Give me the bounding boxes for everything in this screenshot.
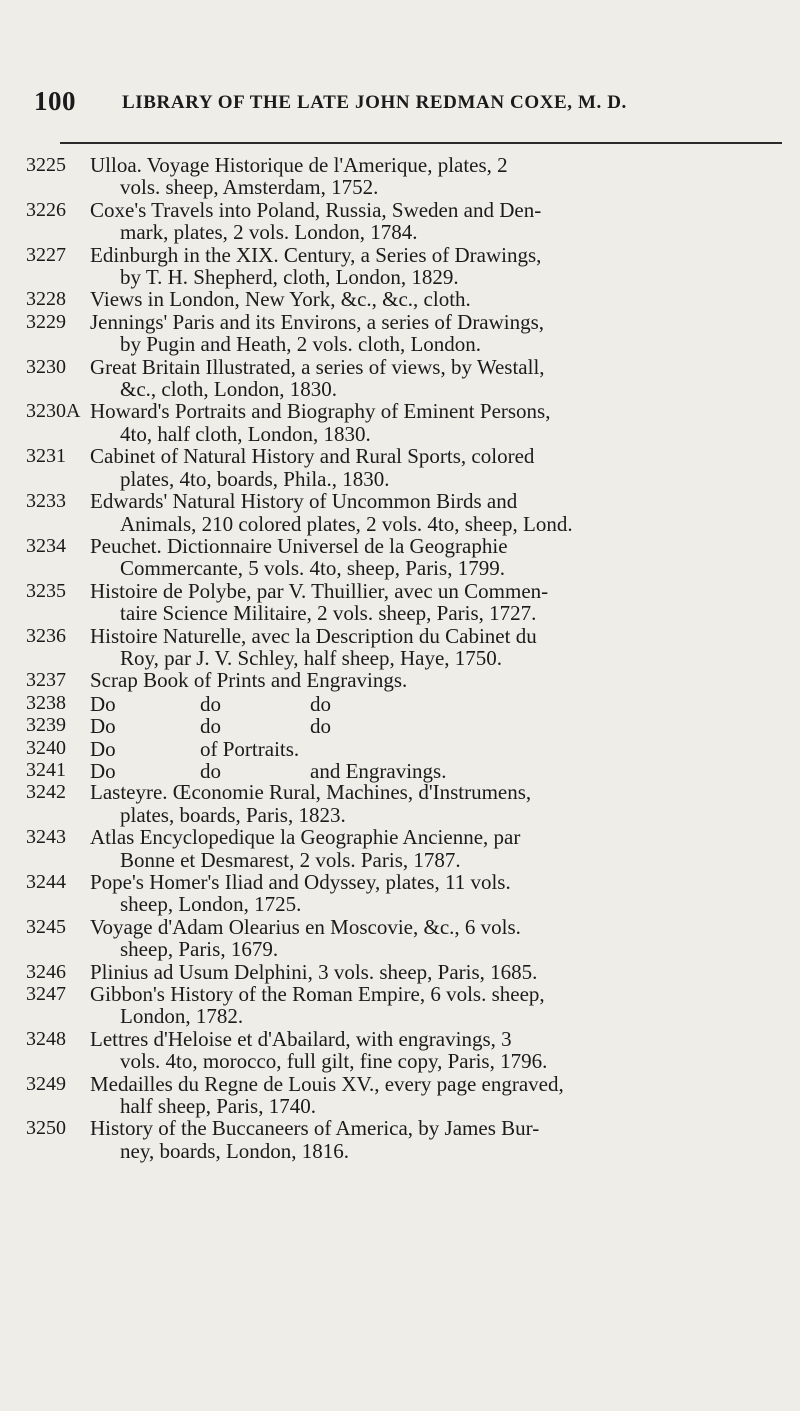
entry-continuation-line: sheep, London, 1725. [120, 892, 302, 917]
ditto-cell: do [310, 691, 331, 716]
ditto-row [0, 759, 800, 781]
ditto-cell: do [200, 714, 221, 739]
lot-number: 3239 [26, 714, 66, 737]
ditto-cell: Do [90, 736, 116, 761]
entry-title-line: History of the Buccaneers of America, by James Bur- [90, 1116, 540, 1141]
catalogue-entry [0, 961, 800, 983]
entry-title-line: Histoire Naturelle, avec la Description du Cabinet du [90, 623, 537, 648]
entry-continuation-line: ney, boards, London, 1816. [120, 1138, 350, 1163]
entry-continuation-line: by Pugin and Heath, 2 vols. cloth, London. [120, 332, 482, 357]
lot-number: 3230A [26, 400, 81, 423]
lot-number: 3240 [26, 736, 66, 759]
catalogue-entry [0, 781, 800, 826]
lot-number: 3227 [26, 243, 66, 266]
catalogue-entry [0, 356, 800, 401]
catalogue-entry [0, 625, 800, 670]
entry-continuation-line: vols. sheep, Amsterdam, 1752. [120, 175, 379, 200]
entry-title-line: Great Britain Illustrated, a series of views, by Westall, [90, 354, 545, 379]
catalogue-entry [0, 983, 800, 1028]
lot-number: 3228 [26, 288, 66, 311]
entry-title-line: Atlas Encyclopedique la Geographie Ancienne, par [90, 825, 521, 850]
entry-continuation-line: Commercante, 5 vols. 4to, sheep, Paris, 1799. [120, 556, 505, 581]
entry-title-line: Lasteyre. Œconomie Rural, Machines, d'Instrumens, [90, 780, 532, 805]
entry-continuation-line: Animals, 210 colored plates, 2 vols. 4to, sheep, Lond. [120, 511, 573, 536]
ditto-cell: Do [90, 758, 116, 783]
lot-number: 3229 [26, 310, 66, 333]
ditto-cell: and Engravings. [310, 758, 447, 783]
entry-title-line: Voyage d'Adam Olearius en Moscovie, &c., 6 vols. [90, 914, 521, 939]
entry-title-line: Jennings' Paris and its Environs, a series of Drawings, [90, 309, 545, 334]
running-head: LIBRARY OF THE LATE JOHN REDMAN COXE, M. D. [122, 92, 627, 113]
catalogue-entry [0, 916, 800, 961]
lot-number: 3250 [26, 1117, 66, 1140]
catalogue-entry [0, 199, 800, 244]
lot-number: 3242 [26, 781, 66, 804]
ditto-cell: Do [90, 691, 116, 716]
page-number: 100 [34, 86, 76, 116]
ditto-row [0, 737, 800, 759]
entry-continuation-line: Roy, par J. V. Schley, half sheep, Haye, 1750. [120, 645, 503, 670]
catalogue-entry [0, 311, 800, 356]
entry-title-line: Coxe's Travels into Poland, Russia, Sweden and Den- [90, 197, 542, 222]
catalogue-entry [0, 154, 800, 199]
entry-continuation-line: plates, boards, Paris, 1823. [120, 802, 346, 827]
entry-title-line: Edwards' Natural History of Uncommon Birds and [90, 489, 518, 514]
catalogue-entry [0, 826, 800, 871]
catalogue-entry [0, 445, 800, 490]
ditto-cell: do [200, 691, 221, 716]
entry-title-line: Lettres d'Heloise et d'Abailard, with engravings, 3 [90, 1026, 512, 1051]
catalogue-entry [0, 490, 800, 535]
entry-title-line: Histoire de Polybe, par V. Thuillier, avec un Commen- [90, 578, 549, 603]
lot-number: 3243 [26, 826, 66, 849]
entry-continuation-line: mark, plates, 2 vols. London, 1784. [120, 220, 418, 245]
lot-number: 3249 [26, 1072, 66, 1095]
entry-title-line: Pope's Homer's Iliad and Odyssey, plates, 11 vols. [90, 869, 511, 894]
entry-continuation-line: taire Science Militaire, 2 vols. sheep, Paris, 1727. [120, 601, 537, 626]
lot-number: 3245 [26, 915, 66, 938]
entry-title-line: Ulloa. Voyage Historique de l'Amerique, plates, 2 [90, 153, 508, 177]
lot-number: 3236 [26, 624, 66, 647]
lot-number: 3235 [26, 579, 66, 602]
entry-title-line: Edinburgh in the XIX. Century, a Series of Drawings, [90, 242, 542, 267]
catalogue-entry [0, 1117, 800, 1162]
lot-number: 3225 [26, 154, 66, 176]
entry-title-line: Scrap Book of Prints and Engravings. [90, 668, 408, 693]
ditto-row [0, 692, 800, 714]
catalogue-entry [0, 1073, 800, 1118]
catalogue-entry [0, 400, 800, 445]
ditto-cell: of Portraits. [200, 736, 300, 761]
catalogue-entry [0, 288, 800, 310]
catalogue-entry [0, 580, 800, 625]
catalogue-entry [0, 871, 800, 916]
entry-title-line: Views in London, New York, &c., &c., cloth. [90, 287, 471, 312]
page-header [34, 86, 774, 126]
ditto-cell: Do [90, 714, 116, 739]
entry-continuation-line: sheep, Paris, 1679. [120, 937, 279, 962]
entry-continuation-line: by T. H. Shepherd, cloth, London, 1829. [120, 265, 459, 290]
entry-continuation-line: vols. 4to, morocco, full gilt, fine copy, Paris, 1796. [120, 1049, 548, 1074]
lot-number: 3241 [26, 758, 66, 781]
lot-number: 3233 [26, 490, 66, 513]
entry-title-line: Plinius ad Usum Delphini, 3 vols. sheep, Paris, 1685. [90, 959, 538, 984]
entry-title-line: Howard's Portraits and Biography of Eminent Persons, [90, 399, 551, 424]
lot-number: 3247 [26, 982, 66, 1005]
ditto-cell: do [310, 714, 331, 739]
entry-title-line: Peuchet. Dictionnaire Universel de la Geographie [90, 533, 508, 558]
catalogue-entry [0, 1028, 800, 1073]
ditto-cell: do [200, 758, 221, 783]
entry-title-line: Cabinet of Natural History and Rural Sports, colored [90, 444, 535, 469]
entry-continuation-line: plates, 4to, boards, Phila., 1830. [120, 466, 390, 491]
lot-number: 3230 [26, 355, 66, 378]
lot-number: 3237 [26, 669, 66, 692]
catalogue-entry [0, 669, 800, 691]
header-rule [60, 142, 782, 144]
lot-number: 3231 [26, 445, 66, 468]
entry-title-line: Gibbon's History of the Roman Empire, 6 vols. sheep, [90, 981, 545, 1006]
catalogue-entries [0, 154, 800, 1162]
lot-number: 3248 [26, 1027, 66, 1050]
lot-number: 3226 [26, 198, 66, 221]
entry-title-line: Medailles du Regne de Louis XV., every page engraved, [90, 1071, 564, 1096]
lot-number: 3244 [26, 870, 66, 893]
entry-continuation-line: half sheep, Paris, 1740. [120, 1094, 316, 1118]
lot-number: 3238 [26, 691, 66, 714]
entry-continuation-line: 4to, half cloth, London, 1830. [120, 421, 371, 446]
ditto-row [0, 714, 800, 739]
lot-number: 3246 [26, 960, 66, 983]
lot-number: 3234 [26, 534, 66, 557]
entry-continuation-line: London, 1782. [120, 1004, 244, 1029]
entry-continuation-line: &c., cloth, London, 1830. [120, 377, 337, 402]
catalogue-entry [0, 535, 800, 580]
entry-continuation-line: Bonne et Desmarest, 2 vols. Paris, 1787. [120, 847, 461, 872]
catalogue-entry [0, 244, 800, 289]
